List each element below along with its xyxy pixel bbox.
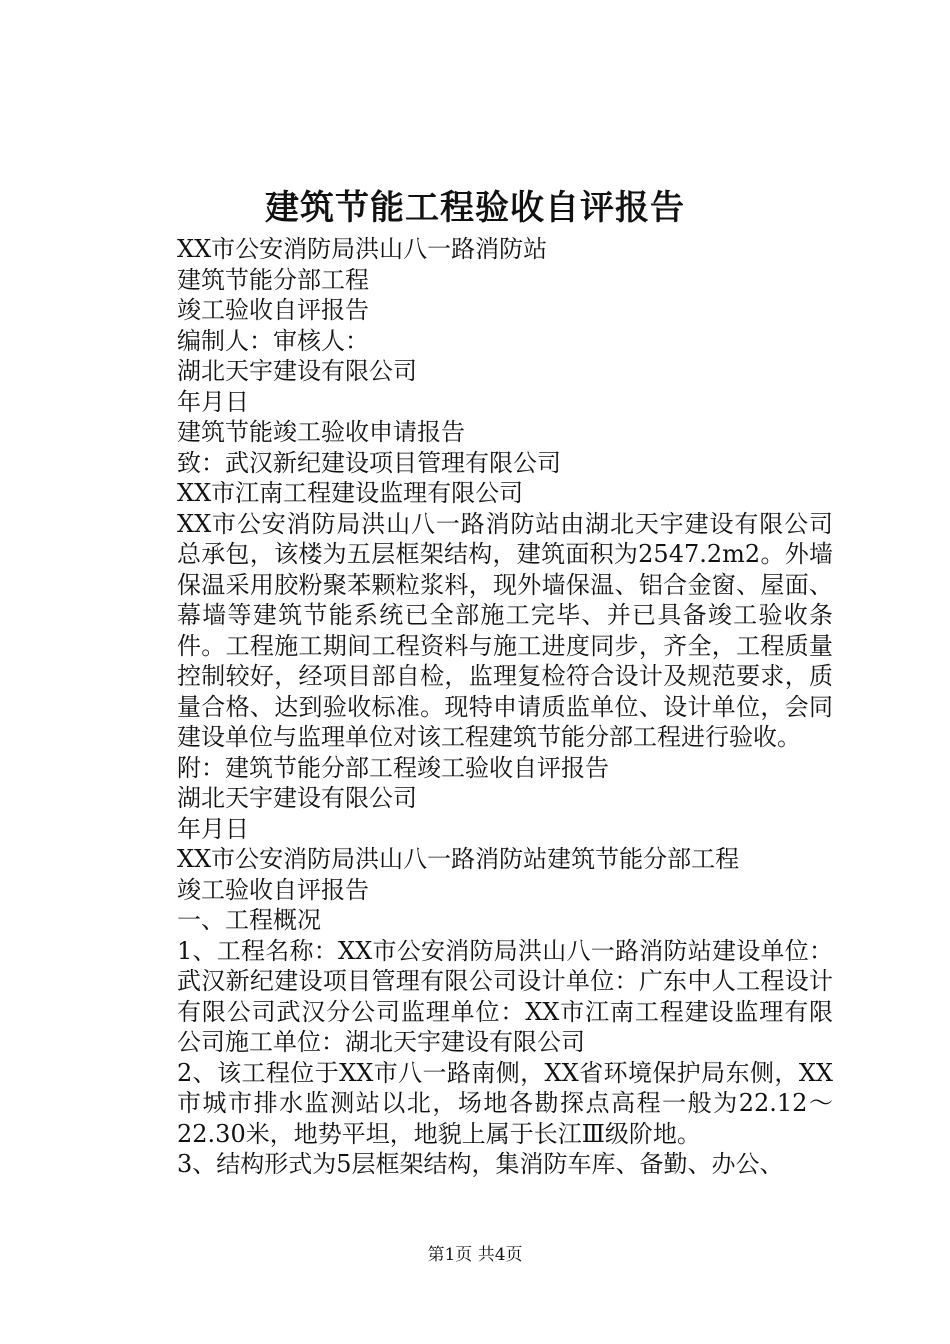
text-line: 竣工验收自评报告 (177, 875, 369, 904)
text-line: XX市公安消防局洪山八一路消防站 (177, 235, 548, 263)
section-heading: 一、工程概况 (177, 906, 321, 934)
body-paragraph: 3、结构形式为5层框架结构，集消防车库、备勤、办公、 (177, 1150, 784, 1178)
page-footer: 第1页 共4页 (427, 1245, 523, 1265)
text-line: 附：建筑节能分部工程竣工验收自评报告 (177, 753, 609, 782)
text-line: 年月日 (177, 387, 249, 416)
body-paragraph: 2、该工程位于XX市八一路南侧，XX省环境保护局东侧，XX市城市排水监测站以北，场地各勘探点高程一般为22.12～22.30米，地势平坦，地貌上属于长江Ⅲ级阶地。 (177, 1058, 833, 1148)
body-paragraph: XX市公安消防局洪山八一路消防站由湖北天宇建设有限公司总承包，该楼为五层框架结构，建筑面积为2547.2m2。外墙保温采用胶粉聚苯颗粒浆料，现外墙保温、铝合金窗、屋面、幕墙等建筑节能系统已全部施工完毕、并已具备竣工验收条件。工程施工期间工程资料与施工进度同步，齐全，工程质量控制较好，经项目部自检，监理复检符合设计及规范要求，质量合格、达到验收标准。现特申请质监单位、设计单位，会同建设单位与监理单位对该工程建筑节能分部工程进行验收。 (177, 509, 833, 751)
text-line: 竣工验收自评报告 (177, 296, 369, 324)
body-paragraph: 1、工程名称：XX市公安消防局洪山八一路消防站建设单位：武汉新纪建设项目管理有限公司设计单位：广东中人工程设计有限公司武汉分公司监理单位：XX市江南工程建设监理有限公司施工单位：湖北天宇建设有限公司 (177, 936, 833, 1056)
text-line: 年月日 (177, 814, 249, 843)
text-line: XX市江南工程建设监理有限公司 (177, 479, 524, 507)
text-line: 致：武汉新纪建设项目管理有限公司 (177, 448, 561, 477)
document-title: 建筑节能工程验收自评报告 (265, 188, 685, 228)
text-line: 湖北天宇建设有限公司 (177, 357, 417, 385)
text-line: 湖北天宇建设有限公司 (177, 784, 417, 812)
text-line: 建筑节能分部工程 (177, 265, 369, 294)
text-line: XX市公安消防局洪山八一路消防站建筑节能分部工程 (177, 845, 740, 873)
text-line: 编制人：审核人： (177, 326, 369, 355)
text-line: 建筑节能竣工验收申请报告 (177, 418, 465, 446)
document-body (128, 234, 833, 1180)
